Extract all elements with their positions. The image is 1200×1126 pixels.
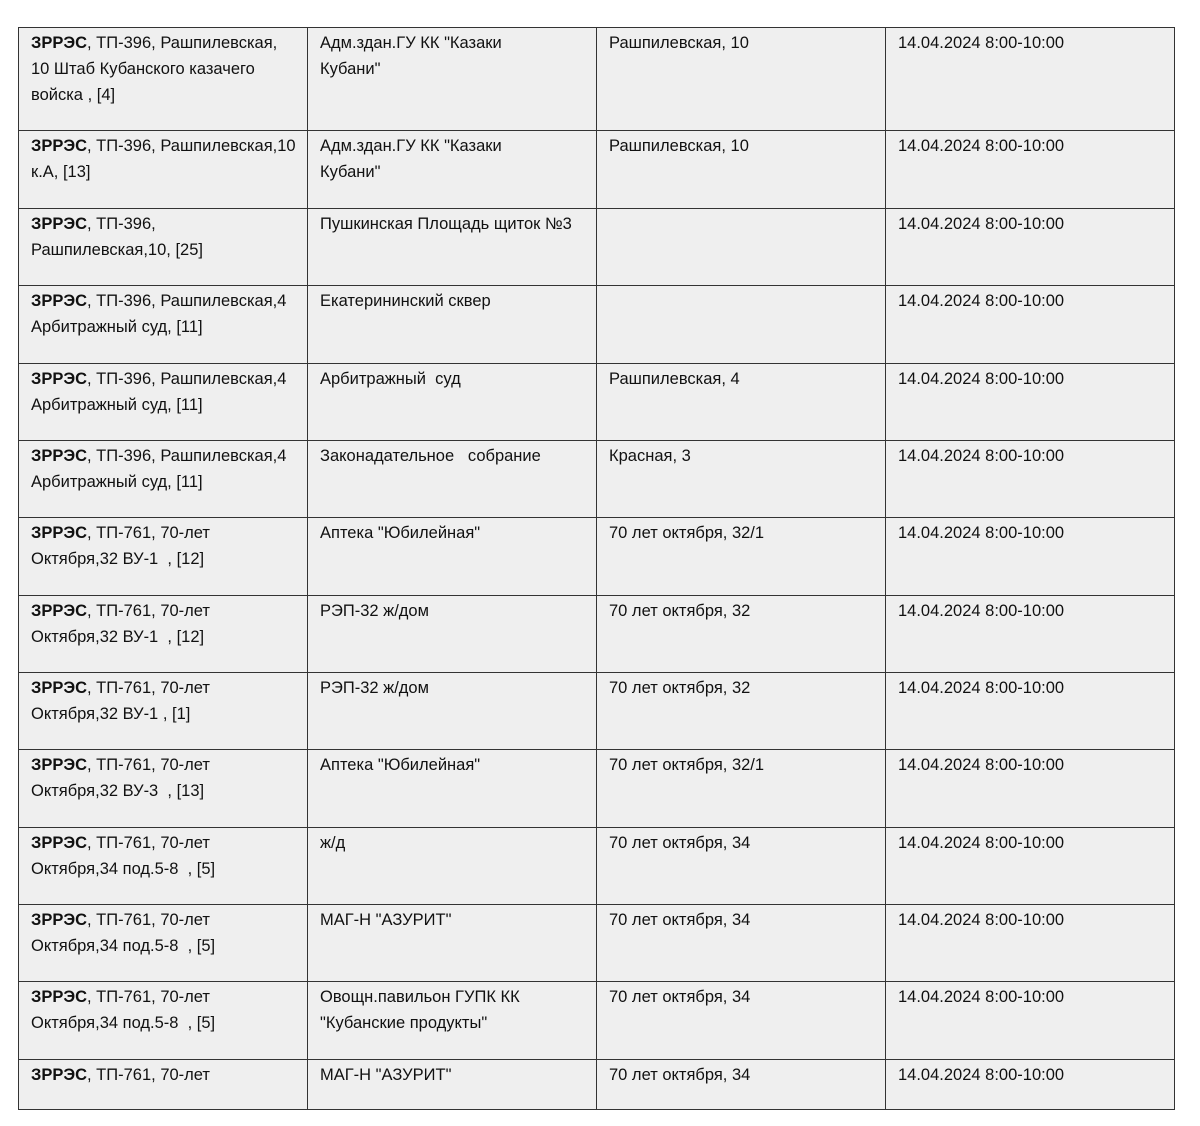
cell-source (19, 673, 308, 750)
cell-time: 14.04.2024 8:00-10:00 (886, 518, 1175, 596)
cell-address: Рашпилевская, 4 (597, 364, 886, 441)
cell-source (19, 364, 308, 441)
cell-source (19, 1060, 308, 1110)
cell-address: Рашпилевская, 10 (597, 28, 886, 131)
network-name: ЗРРЭС (31, 834, 88, 852)
network-name: ЗРРЭС (31, 292, 88, 310)
source-line-1: , ТП-396, Рашпилевская, (87, 34, 278, 52)
network-name: ЗРРЭС (31, 370, 88, 388)
cell-consumer: Пушкинская Площадь щиток №3 (308, 209, 597, 286)
source-line-2: Октября,32 ВУ-1 , [1] (31, 705, 191, 723)
table-row (19, 596, 1175, 673)
table-row (19, 364, 1175, 441)
cell-consumer: Адм.здан.ГУ КК "Казаки Кубани" (308, 131, 597, 209)
outage-table (18, 27, 1175, 1110)
table-row (19, 131, 1175, 209)
network-name: ЗРРЭС (31, 137, 88, 155)
network-name: ЗРРЭС (31, 215, 88, 233)
cell-time: 14.04.2024 8:00-10:00 (886, 209, 1175, 286)
source-line-1: , ТП-761, 70-лет (87, 988, 210, 1006)
table-row (19, 982, 1175, 1060)
source-line-2: к.А, [13] (31, 163, 91, 181)
cell-address: 70 лет октября, 34 (597, 982, 886, 1060)
table-row (19, 828, 1175, 905)
cell-time: 14.04.2024 8:00-10:00 (886, 131, 1175, 209)
table-row (19, 209, 1175, 286)
cell-address: 70 лет октября, 32 (597, 673, 886, 750)
network-name: ЗРРЭС (31, 756, 88, 774)
cell-source (19, 28, 308, 131)
network-name: ЗРРЭС (31, 524, 88, 542)
cell-time: 14.04.2024 8:00-10:00 (886, 750, 1175, 828)
cell-time: 14.04.2024 8:00-10:00 (886, 828, 1175, 905)
network-name: ЗРРЭС (31, 911, 88, 929)
cell-source (19, 596, 308, 673)
cell-consumer: РЭП-32 ж/дом (308, 596, 597, 673)
cell-source (19, 131, 308, 209)
source-line-2: Октября,32 ВУ-1 , [12] (31, 628, 205, 646)
source-line-2: Октября,32 ВУ-3 , [13] (31, 782, 205, 800)
source-line-2: Октября,34 под.5-8 , [5] (31, 1014, 216, 1032)
source-line-1: , ТП-396, Рашпилевская,4 (87, 447, 287, 465)
network-name: ЗРРЭС (31, 447, 88, 465)
cell-time: 14.04.2024 8:00-10:00 (886, 596, 1175, 673)
cell-address: 70 лет октября, 32/1 (597, 750, 886, 828)
source-line-2: Октября,34 под.5-8 , [5] (31, 937, 216, 955)
cell-time: 14.04.2024 8:00-10:00 (886, 28, 1175, 131)
cell-source (19, 518, 308, 596)
cell-source (19, 982, 308, 1060)
cell-time: 14.04.2024 8:00-10:00 (886, 1060, 1175, 1110)
cell-consumer: Овощн.павильон ГУПК КК "Кубанские продукты" (308, 982, 597, 1060)
cell-source (19, 905, 308, 982)
outage-table-body (19, 28, 1175, 1110)
cell-time: 14.04.2024 8:00-10:00 (886, 673, 1175, 750)
cell-source (19, 209, 308, 286)
cell-consumer: Екатерининский сквер (308, 286, 597, 364)
cell-time: 14.04.2024 8:00-10:00 (886, 982, 1175, 1060)
cell-time: 14.04.2024 8:00-10:00 (886, 441, 1175, 518)
source-line-2: Арбитражный суд, [11] (31, 473, 203, 491)
source-line-1: , ТП-761, 70-лет (87, 679, 210, 697)
cell-consumer: Арбитражный суд (308, 364, 597, 441)
source-line-2: 10 Штаб Кубанского казачего (31, 60, 255, 78)
table-row (19, 28, 1175, 131)
cell-source (19, 441, 308, 518)
cell-source (19, 750, 308, 828)
source-line-2: Арбитражный суд, [11] (31, 318, 203, 336)
table-row (19, 518, 1175, 596)
cell-source (19, 286, 308, 364)
source-line-1: , ТП-761, 70-лет (87, 834, 210, 852)
cell-time: 14.04.2024 8:00-10:00 (886, 905, 1175, 982)
source-line-2: Рашпилевская,10, [25] (31, 241, 203, 259)
network-name: ЗРРЭС (31, 988, 88, 1006)
source-line-1: , ТП-761, 70-лет (87, 602, 210, 620)
cell-address (597, 209, 886, 286)
source-line-1: , ТП-761, 70-лет (87, 756, 210, 774)
table-row (19, 441, 1175, 518)
cell-address: 70 лет октября, 34 (597, 828, 886, 905)
cell-address: 70 лет октября, 34 (597, 905, 886, 982)
cell-address: 70 лет октября, 34 (597, 1060, 886, 1110)
source-line-2: Октября,32 ВУ-1 , [12] (31, 550, 205, 568)
cell-consumer: ж/д (308, 828, 597, 905)
source-line-2: Арбитражный суд, [11] (31, 396, 203, 414)
cell-consumer: МАГ-Н "АЗУРИТ" (308, 1060, 597, 1110)
cell-consumer: Аптека "Юбилейная" (308, 750, 597, 828)
table-row (19, 673, 1175, 750)
cell-address: Рашпилевская, 10 (597, 131, 886, 209)
cell-time: 14.04.2024 8:00-10:00 (886, 364, 1175, 441)
source-line-1: , ТП-396, Рашпилевская,10 (87, 137, 296, 155)
cell-address: 70 лет октября, 32 (597, 596, 886, 673)
source-line-1: , ТП-396, Рашпилевская,4 (87, 292, 287, 310)
cell-consumer: РЭП-32 ж/дом (308, 673, 597, 750)
cell-address: 70 лет октября, 32/1 (597, 518, 886, 596)
source-line-1: , ТП-761, 70-лет (87, 524, 210, 542)
table-row (19, 1060, 1175, 1110)
network-name: ЗРРЭС (31, 679, 88, 697)
network-name: ЗРРЭС (31, 602, 88, 620)
source-line-2: Октября,34 под.5-8 , [5] (31, 860, 216, 878)
cell-address: Красная, 3 (597, 441, 886, 518)
network-name: ЗРРЭС (31, 34, 88, 52)
cell-address (597, 286, 886, 364)
cell-consumer: Законадательное собрание (308, 441, 597, 518)
cell-time: 14.04.2024 8:00-10:00 (886, 286, 1175, 364)
cell-consumer: Адм.здан.ГУ КК "Казаки Кубани" (308, 28, 597, 131)
network-name: ЗРРЭС (31, 1066, 88, 1084)
table-row (19, 286, 1175, 364)
cell-source (19, 828, 308, 905)
table-row (19, 750, 1175, 828)
source-line-1: , ТП-761, 70-лет (87, 1066, 210, 1084)
table-row (19, 905, 1175, 982)
cell-consumer: МАГ-Н "АЗУРИТ" (308, 905, 597, 982)
source-line-1: , ТП-396, Рашпилевская,4 (87, 370, 287, 388)
source-line-3: войска , [4] (31, 86, 116, 104)
cell-consumer: Аптека "Юбилейная" (308, 518, 597, 596)
source-line-1: , ТП-396, (87, 215, 156, 233)
source-line-1: , ТП-761, 70-лет (87, 911, 210, 929)
